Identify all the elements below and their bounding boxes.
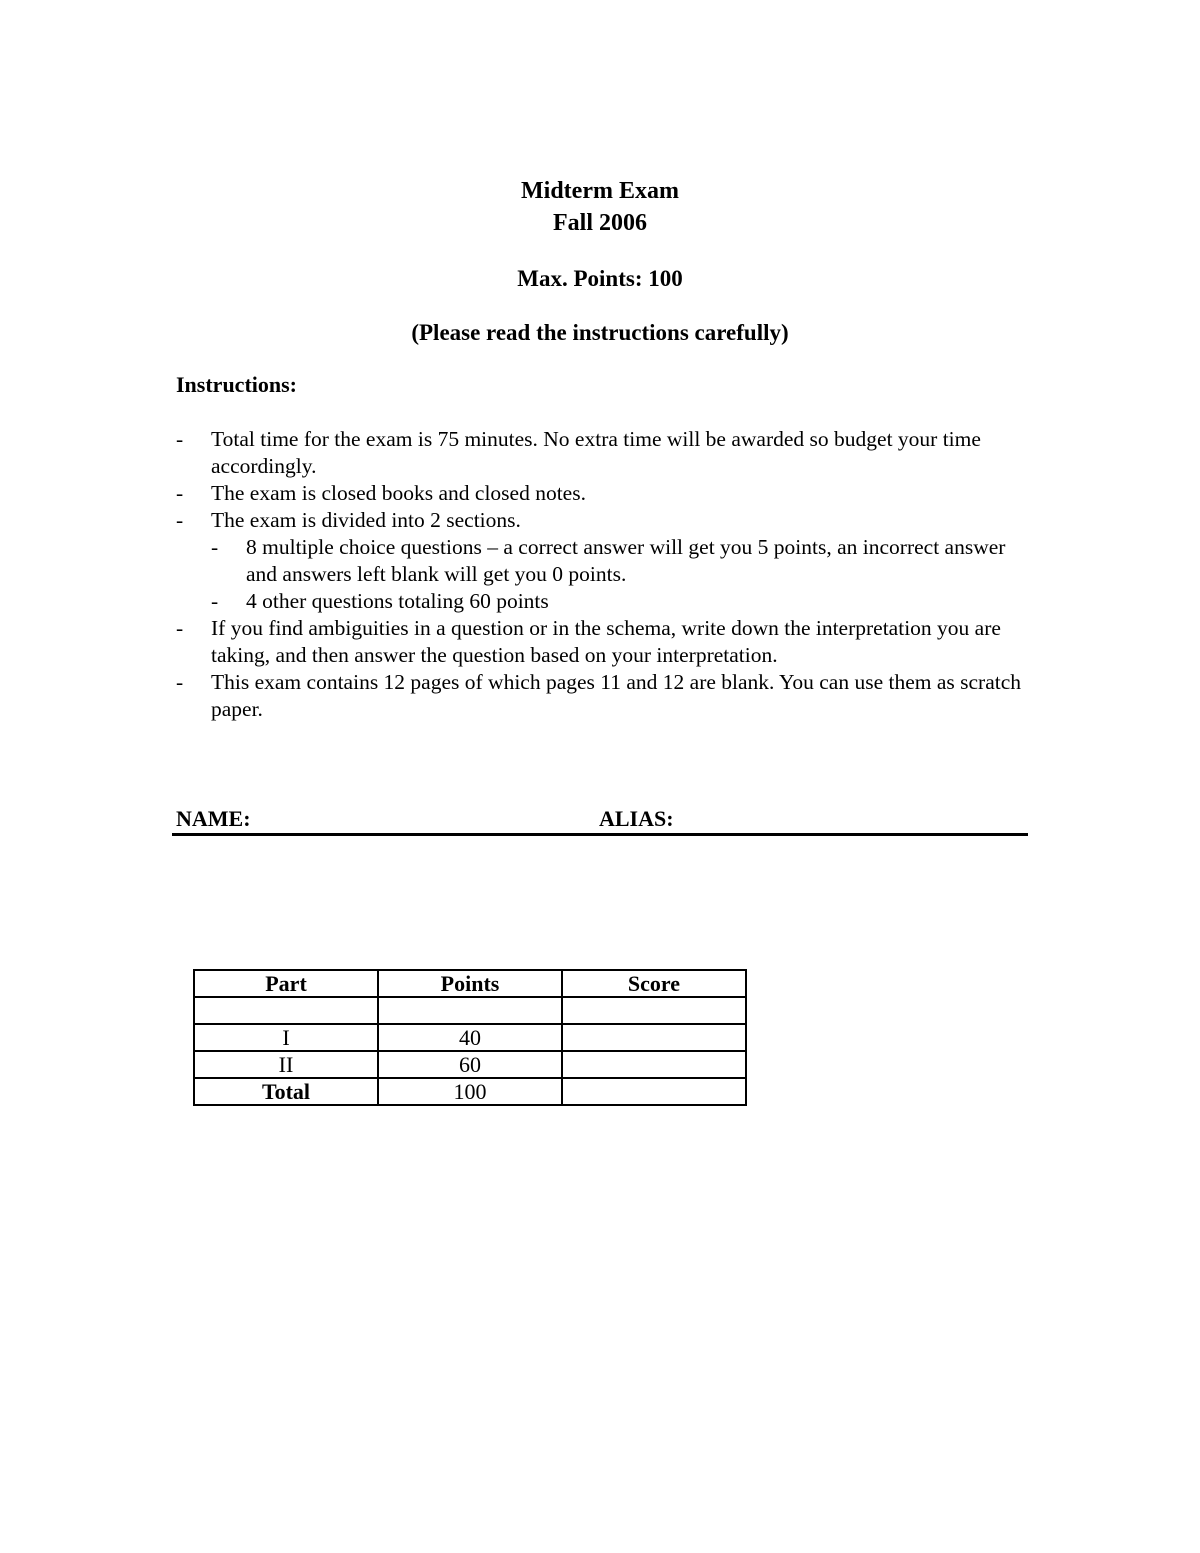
list-dash: - xyxy=(211,589,219,613)
score-table xyxy=(193,969,747,1106)
score-cell[interactable] xyxy=(562,997,746,1024)
instruction-text: Total time for the exam is 75 minutes. No extra time will be awarded so budget your time accordingly. xyxy=(211,427,981,478)
name-label: NAME: xyxy=(176,806,251,831)
table-row xyxy=(194,1078,746,1105)
table-row xyxy=(194,1024,746,1051)
instruction-item xyxy=(176,615,1026,669)
instruction-text: The exam is divided into 2 sections. xyxy=(211,508,521,532)
table-header-row xyxy=(194,970,746,997)
sections-sublist xyxy=(211,534,1026,615)
score-cell[interactable] xyxy=(562,1051,746,1078)
part-cell: I xyxy=(194,1024,378,1051)
list-dash: - xyxy=(176,616,184,640)
column-header-score: Score xyxy=(562,970,746,997)
table-cell xyxy=(194,997,378,1024)
list-dash: - xyxy=(176,481,184,505)
instruction-text: This exam contains 12 pages of which pages 11 and 12 are blank. You can use them as scratch paper. xyxy=(211,670,1022,721)
score-cell[interactable] xyxy=(562,1024,746,1051)
points-cell: 40 xyxy=(378,1024,562,1051)
sub-instruction-item xyxy=(211,588,1026,615)
instructions-list xyxy=(176,426,1026,723)
list-dash: - xyxy=(176,670,184,694)
table-row xyxy=(194,997,746,1024)
instruction-text: The exam is closed books and closed notes. xyxy=(211,481,586,505)
list-dash: - xyxy=(176,427,184,451)
table-cell xyxy=(378,997,562,1024)
list-dash: - xyxy=(211,535,219,559)
instructions-heading: Instructions: xyxy=(176,372,298,397)
table-row xyxy=(194,1051,746,1078)
instruction-item xyxy=(176,426,1026,480)
column-header-points: Points xyxy=(378,970,562,997)
sub-instruction-item xyxy=(211,534,1026,588)
sub-instruction-text: 4 other questions totaling 60 points xyxy=(246,589,549,613)
exam-term: Fall 2006 xyxy=(553,210,647,236)
alias-label: ALIAS: xyxy=(599,806,674,831)
exam-title: Midterm Exam xyxy=(521,178,679,204)
part-cell: Total xyxy=(194,1078,378,1105)
score-cell[interactable] xyxy=(562,1078,746,1105)
max-points: Max. Points: 100 xyxy=(517,266,683,291)
list-dash: - xyxy=(176,508,184,532)
signature-line[interactable] xyxy=(172,805,1028,836)
read-carefully-note: (Please read the instructions carefully) xyxy=(411,320,789,345)
instruction-text: If you find ambiguities in a question or in the schema, write down the interpretation you are taking, and then answer the question based on your interpretation. xyxy=(211,616,1001,667)
points-cell: 100 xyxy=(378,1078,562,1105)
points-cell: 60 xyxy=(378,1051,562,1078)
sub-instruction-text: 8 multiple choice questions – a correct answer will get you 5 points, an incorrect answer and answers left blank will get you 0 points. xyxy=(246,535,1006,586)
instruction-item xyxy=(176,480,1026,507)
instruction-item xyxy=(176,507,1026,615)
column-header-part: Part xyxy=(194,970,378,997)
part-cell: II xyxy=(194,1051,378,1078)
instruction-item xyxy=(176,669,1026,723)
